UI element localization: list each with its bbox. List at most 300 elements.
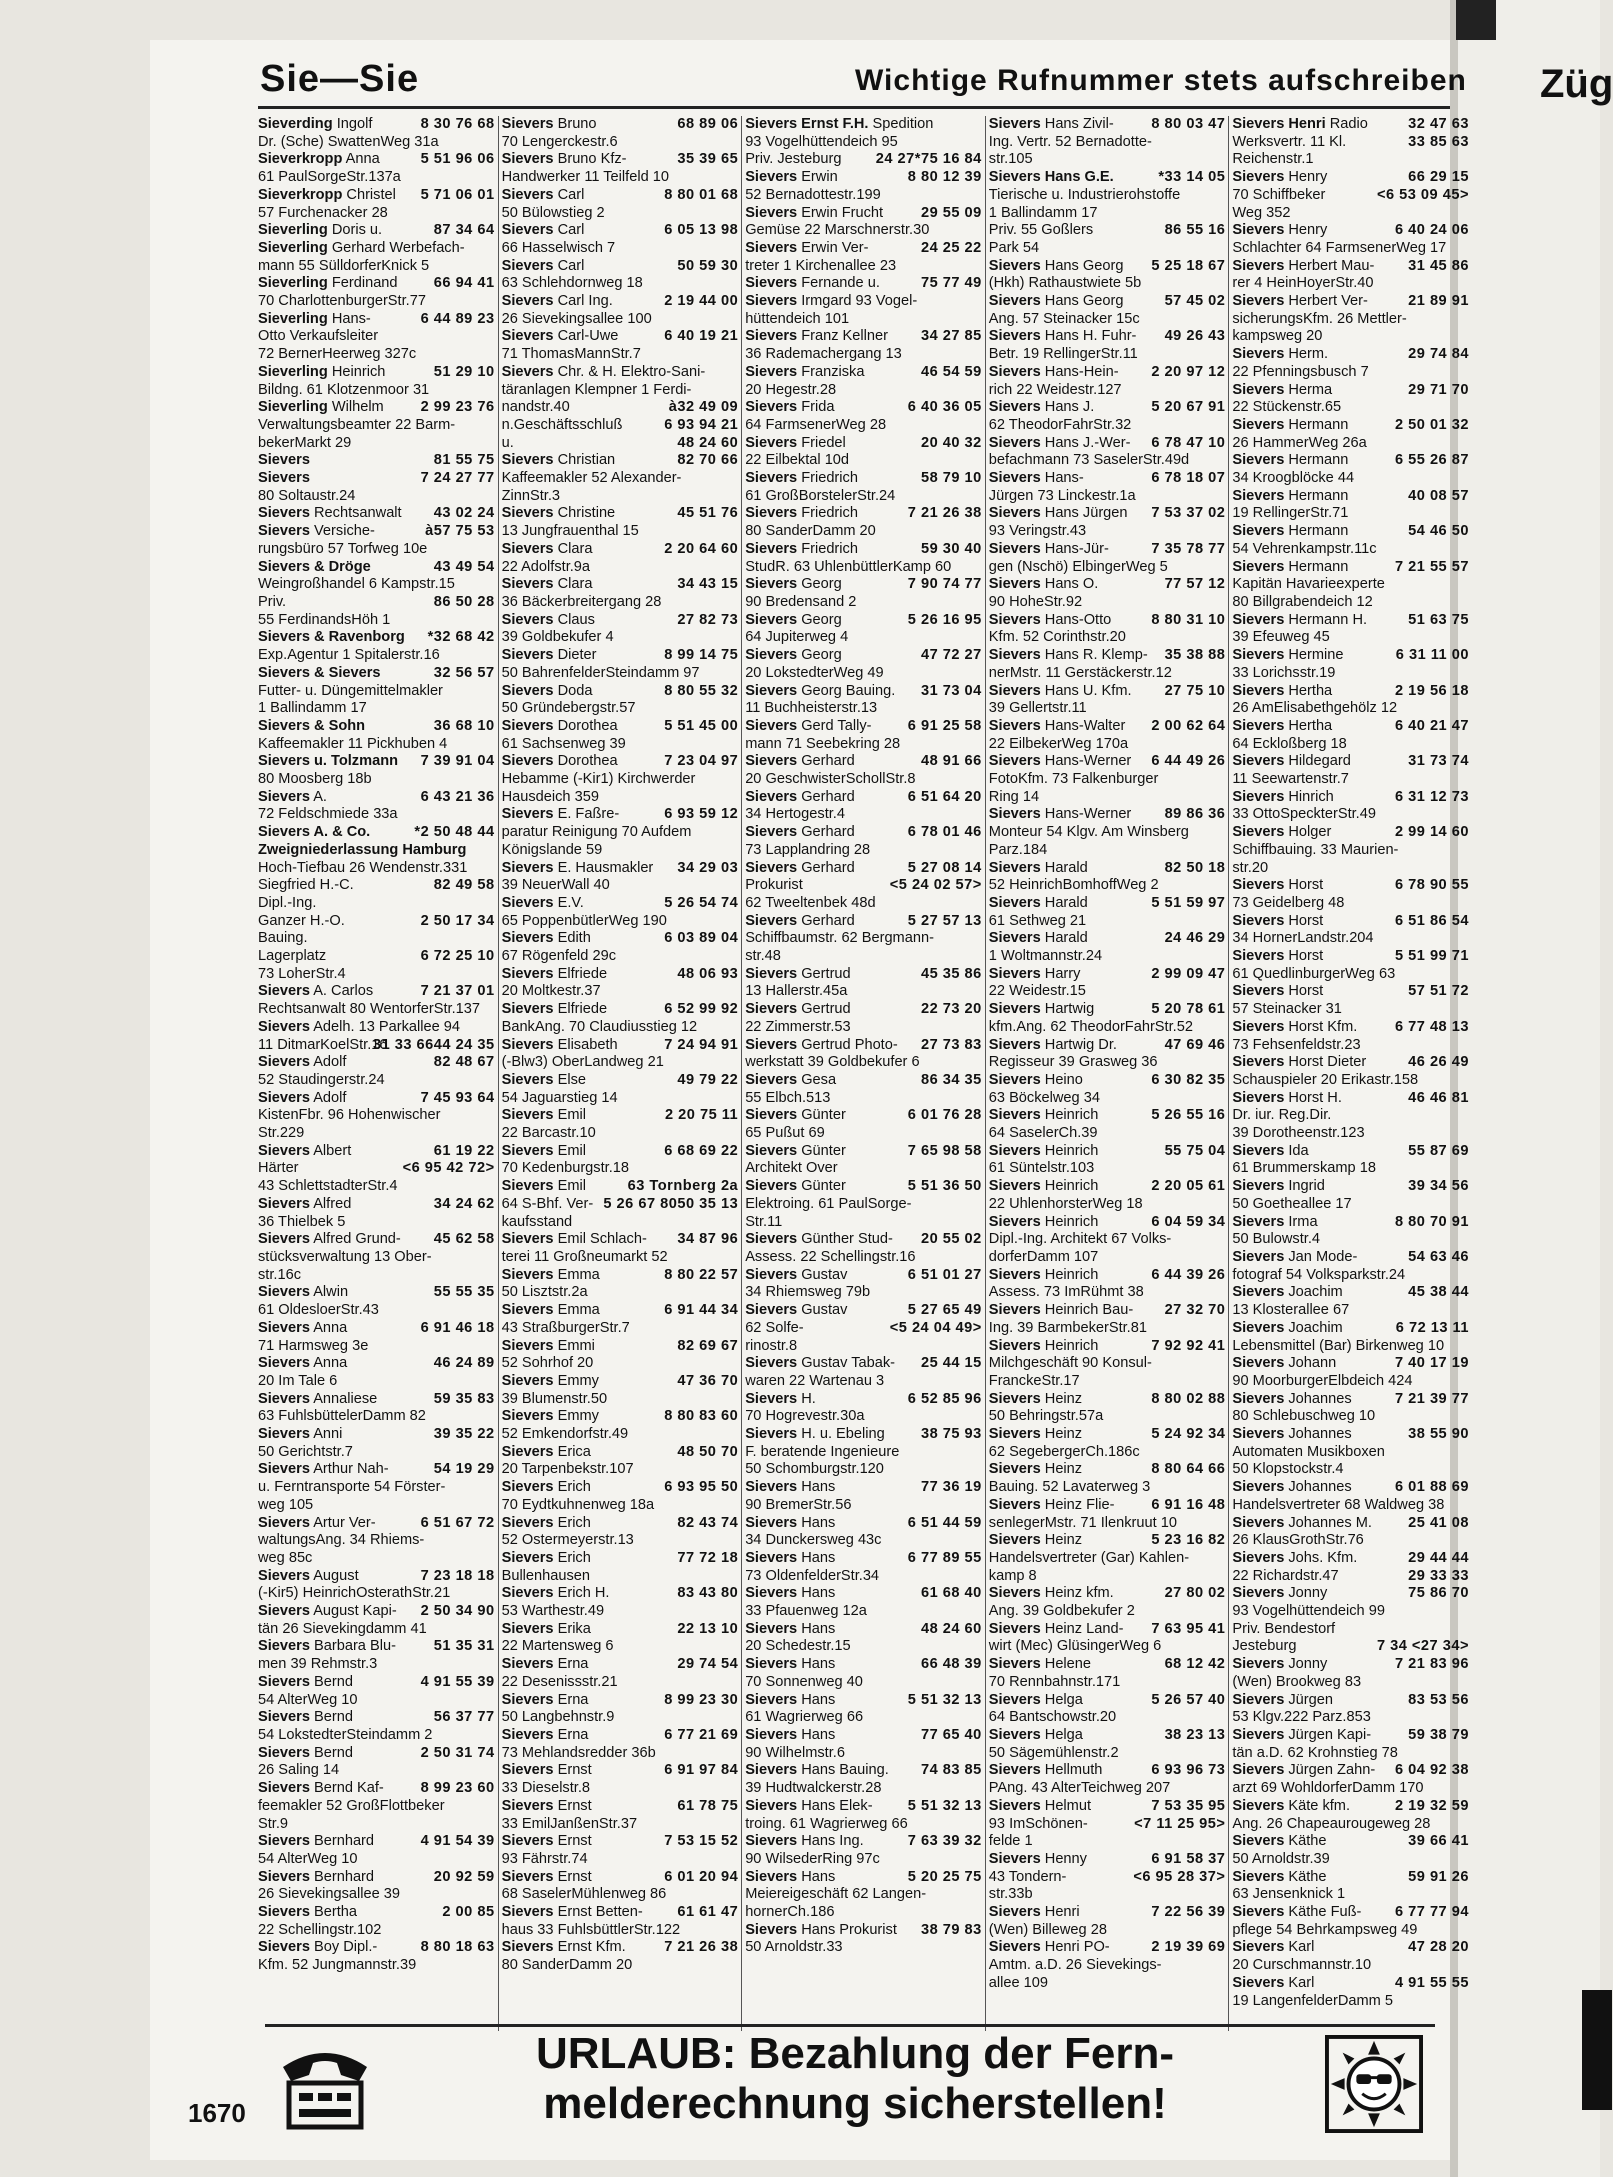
entry-details: fotograf 54 Volksparkstr.24 [1232, 1266, 1406, 1283]
directory-entry [989, 806, 1226, 824]
entry-details: Erwin Frucht [801, 204, 884, 221]
entry-details: 19 LangenfelderDamm 5 [1232, 1992, 1394, 2009]
directory-entry [745, 399, 982, 417]
directory-entry [258, 1656, 495, 1674]
entry-details: Siegfried H.-C. [258, 877, 354, 894]
header-slogan: Wichtige Rufnummer stets aufschreiben [855, 64, 1467, 97]
entry-details: E.V. [557, 894, 584, 911]
directory-entry [258, 1762, 495, 1780]
directory-entry [502, 1461, 739, 1479]
directory-entry [1232, 1054, 1469, 1072]
entry-details: Gertrud Photo- [801, 1036, 898, 1053]
entry-details: Jesteburg [1232, 1638, 1297, 1655]
directory-entry [258, 1391, 495, 1409]
entry-surname: Sievers [258, 1514, 310, 1531]
phone-number: 38 79 83 [920, 1921, 982, 1938]
entry-surname: Sievers [501, 717, 554, 734]
entry-details: Hausdeich 359 [501, 788, 599, 805]
phone-number: 48 24 60 [920, 1620, 982, 1637]
directory-entry [745, 328, 982, 346]
entry-details: Milchgeschäft 90 Konsul- [988, 1355, 1152, 1372]
directory-entry [258, 1568, 495, 1586]
directory-entry [502, 523, 739, 541]
entry-details: Hans Prokurist [801, 1921, 897, 1938]
directory-entry [989, 1886, 1226, 1904]
directory-entry [745, 1426, 982, 1444]
phone-number: <5 24 04 49> [889, 1319, 982, 1336]
entry-details: Priv. Jesteburg [745, 151, 842, 168]
entry-details: Bauing. [258, 930, 308, 947]
entry-details: Erich [557, 1479, 591, 1496]
directory-entry [745, 771, 982, 789]
directory-entry [502, 700, 739, 718]
directory-entry [989, 1692, 1226, 1710]
phone-number: 55 75 04 [1164, 1142, 1226, 1159]
entry-details: Herbert Ver- [1288, 293, 1368, 310]
entry-details: Schlachter 64 FarmsenerWeg 17 [1232, 239, 1447, 256]
phone-number: 5 51 36 50 [907, 1178, 982, 1195]
phone-number: 43 02 24 [433, 505, 495, 522]
entry-details: Barbara Blu- [314, 1638, 396, 1655]
entry-details: felde 1 [988, 1833, 1033, 1850]
directory-entry [502, 435, 739, 453]
entry-details: 72 Feldschmiede 33a [258, 806, 398, 823]
directory-entry [989, 824, 1226, 842]
directory-entry [1232, 1178, 1469, 1196]
phone-number: 7 92 92 41 [1151, 1337, 1226, 1354]
directory-entry [502, 1408, 739, 1426]
entry-surname: Sievers [501, 1107, 554, 1124]
directory-entry [502, 541, 739, 559]
entry-details: waren 22 Wartenau 3 [745, 1372, 885, 1389]
entry-details: 26 Sievekingsallee 100 [501, 310, 652, 327]
entry-details: Heinrich [1044, 1213, 1099, 1230]
entry-details: Dipl.-Ing. Architekt 67 Volks- [988, 1231, 1172, 1248]
directory-entry [258, 948, 495, 966]
phone-number: 59 91 26 [1408, 1868, 1469, 1885]
directory-entry [502, 1904, 739, 1922]
entry-details: 70 Kedenburgstr.18 [501, 1160, 629, 1177]
entry-surname: Sievers [1232, 1726, 1285, 1743]
directory-entry [745, 452, 982, 470]
entry-details: Emil [557, 1107, 586, 1124]
directory-entry [258, 966, 495, 984]
directory-entry [502, 966, 739, 984]
entry-details: Hoch-Tiefbau 26 Wendenstr.331 [258, 859, 468, 876]
entry-details: Chr. & H. Elektro-Sani- [557, 363, 706, 380]
directory-entry [989, 665, 1226, 683]
directory-entry [745, 1054, 982, 1072]
entry-details: Verwaltungsbeamter 22 Barm- [258, 416, 456, 433]
directory-entry [258, 559, 495, 577]
entry-details: Gemüse 22 Marschnerstr.30 [745, 222, 930, 239]
entry-details: Hans Bauing. [801, 1762, 889, 1779]
phone-number: 6 31 12 73 [1394, 788, 1469, 805]
directory-entry [258, 665, 495, 683]
entry-surname: Sievers [258, 505, 310, 522]
directory-entry [258, 1196, 495, 1214]
phone-number: 34 87 96 [677, 1231, 739, 1248]
entry-surname: Sievers [1232, 1249, 1285, 1265]
directory-entry [502, 594, 739, 612]
entry-details: Erwin Ver- [801, 239, 869, 256]
phone-number: 7 21 83 96 [1394, 1656, 1469, 1673]
directory-entry [502, 1532, 739, 1550]
entry-surname: Sievers [988, 1107, 1041, 1124]
entry-surname: Sievers [745, 788, 798, 805]
entry-details: 55 Elbch.513 [745, 1089, 831, 1106]
entry-details: Edith [557, 930, 591, 947]
directory-entry [258, 1125, 495, 1143]
entry-details: 64 Jupiterweg 4 [745, 629, 849, 646]
directory-entry [1232, 364, 1469, 382]
phone-number: 6 40 21 47 [1394, 717, 1469, 734]
phone-number: 46 54 59 [920, 363, 982, 380]
entry-details: Bruno [557, 116, 597, 132]
entry-details: Kaffeemakler 52 Alexander- [501, 470, 682, 487]
entry-surname: Sievers [258, 1426, 310, 1443]
phone-number: 44 24 35 [433, 1036, 495, 1053]
entry-details: Automaten Musikboxen [1232, 1443, 1385, 1460]
directory-entry [1232, 1107, 1469, 1125]
entry-details: Christian [557, 452, 616, 469]
directory-entry [258, 205, 495, 223]
directory-entry [258, 1019, 495, 1037]
phone-number: 24 46 29 [1164, 930, 1226, 947]
directory-entry [989, 435, 1226, 453]
phone-number: <7 11 25 95> [1134, 1815, 1226, 1832]
entry-details: 54 Jaguarstieg 14 [501, 1089, 618, 1106]
entry-surname: Sievers [988, 1762, 1041, 1779]
directory-entry [989, 1196, 1226, 1214]
directory-entry [1232, 1709, 1469, 1727]
entry-details: Ang. 57 Steinacker 15c [988, 310, 1140, 327]
directory-entry [745, 293, 982, 311]
entry-surname: Sievers [1232, 1479, 1285, 1496]
entry-surname: Sievers [1232, 611, 1285, 628]
entry-surname: Sievers [258, 1089, 310, 1106]
entry-details: Ernst Kfm. [557, 1939, 626, 1956]
directory-entry [502, 470, 739, 488]
entry-details: 20 GeschwisterSchollStr.8 [745, 771, 916, 788]
phone-number: 27 32 70 [1164, 1302, 1226, 1319]
phone-number: 6 51 67 72 [420, 1514, 495, 1531]
directory-entry [745, 1178, 982, 1196]
entry-details: Erna [557, 1726, 589, 1743]
phone-number: 25 41 08 [1408, 1514, 1469, 1531]
phone-number: 66 48 39 [920, 1656, 982, 1673]
entry-details: Heinrich [331, 363, 386, 380]
entry-details: werkstatt 39 Goldbekufer 6 [745, 1054, 920, 1071]
entry-details: Ernst [557, 1797, 592, 1814]
entry-surname: Sievers [1232, 912, 1285, 929]
entry-details: Hildegard [1288, 753, 1351, 770]
entry-details: Harry [1044, 965, 1081, 982]
directory-entry [258, 824, 495, 842]
entry-details: Architekt Over [745, 1160, 838, 1177]
entry-details: mann 71 Seebekring 28 [745, 735, 901, 752]
entry-details: Lagerplatz [258, 948, 327, 965]
entry-surname: Sieverling [258, 310, 328, 327]
directory-entry [258, 789, 495, 807]
directory-entry [989, 1762, 1226, 1780]
entry-surname: Sievers [1232, 948, 1285, 965]
entry-details: Ring 14 [988, 788, 1040, 805]
entry-details: Boy Dipl.- [314, 1939, 378, 1956]
entry-details: 22 EilbekerWeg 170a [988, 735, 1129, 752]
directory-entry [989, 1461, 1226, 1479]
entry-details: Lebensmittel (Bar) Birkenweg 10 [1232, 1337, 1445, 1354]
directory-entry [1232, 1125, 1469, 1143]
entry-details: Joachim [1288, 1319, 1343, 1336]
entry-surname: Sievers [988, 1036, 1041, 1053]
entry-details: 52 Emkendorfstr.49 [501, 1426, 629, 1443]
phone-number: 45 51 76 [677, 505, 739, 522]
entry-details: Hermann [1288, 487, 1349, 504]
directory-entry [745, 1638, 982, 1656]
entry-details: Hans [801, 1726, 836, 1743]
directory-entry [502, 665, 739, 683]
entry-surname: Sievers [501, 1585, 554, 1602]
entry-details: 61 QuedlinburgerWeg 63 [1232, 965, 1396, 982]
entry-details: Priv. Bendestorf [1232, 1620, 1336, 1637]
entry-details: Adelh. 13 Parkallee 94 [313, 1018, 461, 1035]
entry-details: Hinrich [1288, 788, 1334, 805]
directory-entry [989, 1904, 1226, 1922]
entry-details: August [313, 1567, 359, 1584]
entry-details: Kfm. 52 Corinthstr.20 [988, 629, 1126, 646]
entry-surname: Sievers [1232, 452, 1285, 469]
phone-number: 47 36 70 [677, 1372, 739, 1389]
entry-details: Johann [1288, 1355, 1337, 1372]
directory-entry [1232, 488, 1469, 506]
entry-details: Fernande u. [801, 275, 880, 292]
entry-surname: Sievers [988, 540, 1041, 557]
directory-entry [989, 842, 1226, 860]
directory-entry [1232, 1762, 1469, 1780]
entry-details: str.48 [745, 948, 781, 965]
entry-details: Gustav [801, 1302, 848, 1319]
directory-entry [989, 983, 1226, 1001]
phone-number: 35 39 65 [677, 151, 739, 168]
entry-details: Ferdinand [331, 275, 398, 292]
directory-entry [1232, 753, 1469, 771]
phone-number: 5 27 57 13 [907, 912, 982, 929]
directory-entry [502, 1231, 739, 1249]
phone-number: 46 26 49 [1408, 1054, 1469, 1071]
phone-number: 6 51 01 27 [907, 1266, 982, 1283]
entry-details: Ing. Vertr. 52 Bernadotte- [988, 133, 1152, 150]
directory-entry [258, 1107, 495, 1125]
entry-details: Arthur Nah- [313, 1461, 389, 1478]
entry-surname: Sievers [988, 363, 1041, 380]
entry-surname: Sievers [1232, 1018, 1285, 1035]
phone-number: 58 79 10 [920, 470, 982, 487]
directory-entry [502, 1019, 739, 1037]
directory-entry [258, 683, 495, 701]
entry-details: Bernd [314, 1709, 353, 1726]
entry-surname: Sievers [745, 682, 798, 699]
phone-number: 6 01 88 69 [1394, 1479, 1469, 1496]
entry-details: Otto Verkaufsleiter [258, 328, 379, 345]
directory-entry [258, 1214, 495, 1232]
directory-entry [989, 1231, 1226, 1249]
entry-details: 33 Pfauenweg 12a [745, 1603, 867, 1620]
directory-entry [1232, 594, 1469, 612]
directory-entry [1232, 399, 1469, 417]
directory-entry [1232, 983, 1469, 1001]
entry-details: 52 Ostermeyerstr.13 [501, 1532, 634, 1549]
entry-details: Futter- u. Düngemittelmakler [258, 682, 443, 699]
directory-entry [989, 1267, 1226, 1285]
phone-number: 87 34 64 [433, 222, 495, 239]
directory-entry [1232, 1904, 1469, 1922]
entry-surname: Sieverling [258, 222, 328, 239]
entry-surname: Sievers [988, 1620, 1041, 1637]
entry-details: Hans H. Fuhr- [1044, 328, 1137, 345]
entry-details: 61 Brummerskamp 18 [1232, 1160, 1376, 1177]
entry-surname: Sievers [988, 434, 1041, 451]
entry-surname: Sievers [1232, 983, 1285, 1000]
entry-details: Hans Georg [1044, 257, 1124, 274]
directory-entry [745, 1143, 982, 1161]
directory-entry [1232, 1373, 1469, 1391]
directory-entry [258, 1515, 495, 1533]
directory-entry [1232, 1019, 1469, 1037]
entry-surname: Sievers [1232, 717, 1285, 734]
directory-entry [1232, 1408, 1469, 1426]
directory-entry [1232, 1975, 1469, 1993]
directory-entry [1232, 629, 1469, 647]
entry-details: Horst [1288, 948, 1324, 965]
phone-number: 6 91 44 34 [664, 1302, 739, 1319]
entry-surname: Sievers [988, 576, 1041, 593]
entry-details: men 39 Rehmstr.3 [258, 1656, 378, 1673]
directory-entry [1232, 1461, 1469, 1479]
phone-number: 7 21 55 57 [1394, 558, 1469, 575]
phone-number: 6 30 82 35 [1151, 1071, 1226, 1088]
directory-entry [502, 948, 739, 966]
phone-number: 24 27 [875, 151, 915, 168]
phone-number: 45 62 58 [433, 1231, 495, 1248]
phone-number: <6 95 28 37> [1133, 1868, 1226, 1885]
phone-number: 5 27 08 14 [907, 859, 982, 876]
entry-details: Johannes [1288, 1390, 1352, 1407]
entry-details: Emma [557, 1266, 600, 1283]
entry-details: Anna [345, 151, 380, 168]
entry-details: Franziska [801, 363, 865, 380]
entry-details: 64 S-Bhf. Ver- [501, 1195, 594, 1212]
phone-number: 6 03 89 04 [664, 930, 739, 947]
entry-surname: Sievers [745, 275, 798, 292]
directory-entry [502, 1674, 739, 1692]
entry-details: Harald [1044, 894, 1088, 911]
directory-entry [258, 187, 495, 205]
entry-details: 61 GroßBorstelerStr.24 [745, 487, 896, 504]
directory-entry [989, 1727, 1226, 1745]
phone-number: 47 28 20 [1408, 1939, 1469, 1956]
directory-entry [258, 1886, 495, 1904]
directory-entry [502, 1869, 739, 1887]
entry-surname: Sievers [988, 647, 1041, 664]
phone-number: 86 34 35 [920, 1071, 982, 1088]
phone-number: 86 55 16 [1164, 222, 1226, 239]
phone-number: 4 91 55 55 [1394, 1974, 1469, 1991]
entry-surname: Sievers [1232, 1426, 1285, 1443]
directory-entry [1232, 1957, 1469, 1975]
directory-entry [1232, 1090, 1469, 1108]
entry-details: Ernst [557, 1762, 592, 1779]
entry-details: waltungsAng. 34 Rhiems- [258, 1532, 425, 1549]
directory-entry [745, 895, 982, 913]
phone-number: 82 48 67 [433, 1054, 495, 1071]
entry-details: Emil [557, 1178, 586, 1195]
entry-details: Hans-Jür- [1044, 540, 1109, 557]
entry-details: Hans [801, 1691, 836, 1708]
entry-details: 33 Lorichsstr.19 [1232, 664, 1336, 681]
entry-details: 52 Sohrhof 20 [501, 1355, 594, 1372]
entry-surname: Sievers [258, 1603, 310, 1620]
directory-entry [1232, 1444, 1469, 1462]
entry-details: 43 Tondern- [988, 1868, 1067, 1885]
directory-entry [502, 1302, 739, 1320]
entry-surname: Sievers [988, 894, 1041, 911]
entry-surname: Sievers [1232, 1142, 1285, 1159]
entry-surname: Sievers [501, 293, 554, 310]
entry-surname: Sievers [258, 1780, 310, 1797]
entry-details: Käthe Fuß- [1288, 1904, 1362, 1921]
phone-number: 50 35 13 [677, 1195, 739, 1212]
entry-surname: Sievers [988, 1585, 1041, 1602]
directory-entry [989, 1408, 1226, 1426]
entry-details: rich 22 Weidestr.127 [988, 381, 1122, 398]
entry-surname: Sievers Ernst F.H. [745, 116, 869, 132]
entry-details: Annaliese [313, 1390, 378, 1407]
phone-number: 29 74 54 [677, 1656, 739, 1673]
directory-entry [258, 1231, 495, 1249]
entry-surname: Sievers [1232, 1390, 1285, 1407]
entry-surname: Sievers [501, 1833, 554, 1850]
phone-number: 8 80 22 57 [664, 1266, 739, 1283]
entry-details: Hermann [1288, 558, 1349, 575]
entry-details: Kfm. 52 Jungmannstr.39 [258, 1957, 417, 1974]
directory-entry [745, 1621, 982, 1639]
directory-entry [745, 346, 982, 364]
entry-details: Carl-Uwe [557, 328, 619, 345]
entry-details: Doris u. [331, 222, 383, 239]
entry-surname: Sievers [258, 1018, 310, 1035]
entry-details: 57 Steinacker 31 [1232, 1001, 1342, 1018]
entry-surname: Sievers [988, 1001, 1041, 1018]
entry-details: Hertha [1288, 717, 1333, 734]
entry-details: 1 Woltmannstr.24 [988, 948, 1103, 965]
directory-entry [1232, 948, 1469, 966]
entry-details: Herma [1288, 381, 1333, 398]
directory-entry [258, 1072, 495, 1090]
directory-entry [502, 134, 739, 152]
entry-details: 67 Rögenfeld 29c [501, 948, 616, 965]
phone-number: 61 68 40 [920, 1585, 982, 1602]
entry-details: Gertrud [801, 1001, 851, 1018]
entry-surname: Sievers [745, 1797, 798, 1814]
directory-entry [989, 346, 1226, 364]
entry-details: 50 Sägemühlenstr.2 [988, 1744, 1119, 1761]
directory-entry [258, 328, 495, 346]
directory-entry [745, 1001, 982, 1019]
entry-details: Günther Stud- [801, 1231, 893, 1248]
directory-entry [258, 594, 495, 612]
directory-entry [258, 382, 495, 400]
